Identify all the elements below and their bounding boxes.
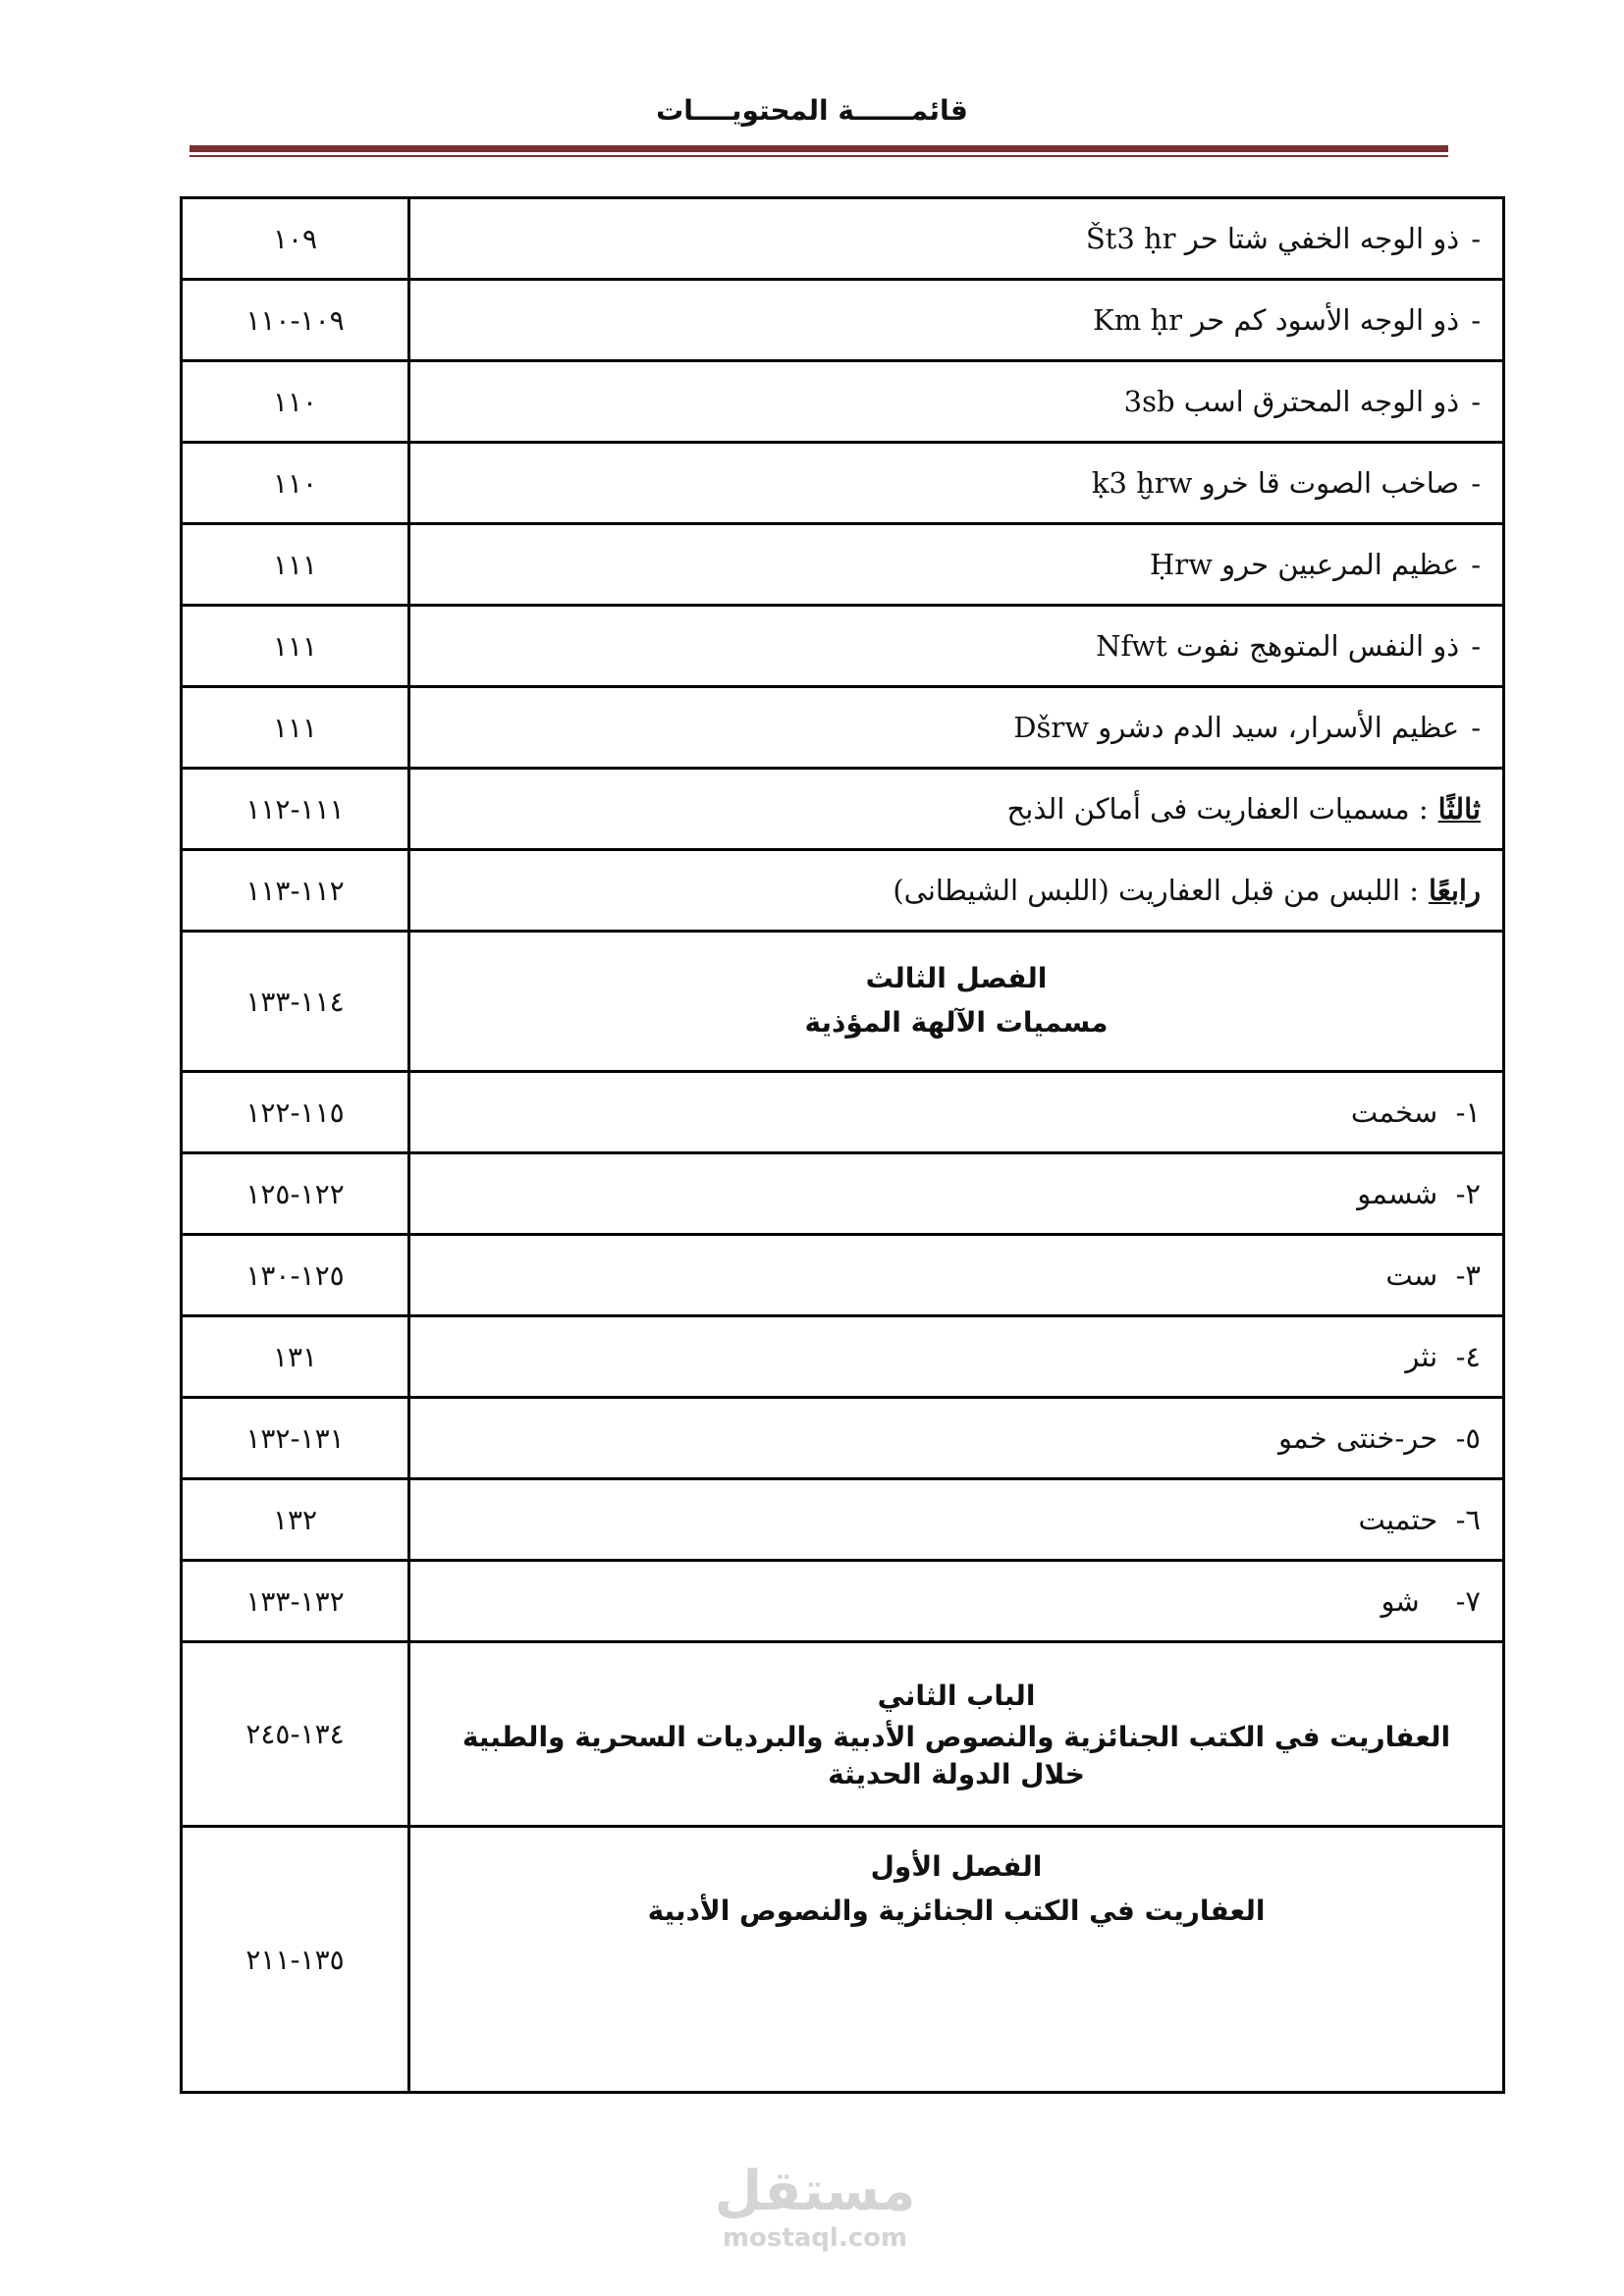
toc-entry-page: ١١١ [183,607,410,685]
toc-entry-title: -ذو الوجه الخفي شتا حر Št3 ḥr [1085,222,1481,255]
page-title: قائمــــــة المحتويــــات [656,94,968,127]
toc-entry-title: ١- سخمت [1350,1095,1481,1129]
toc-entry-page: ١١١-١١٢ [183,770,410,848]
toc-row [183,688,1502,770]
toc-entry-title: -عظيم المرعبين حرو Ḥrw [1149,548,1481,581]
toc-entry-page: ١٣٥-٢١١ [183,1828,410,2091]
toc-entry-title: ٥- حر-خنتى خمو [1277,1421,1481,1455]
toc-row [183,1399,1502,1480]
toc-row [183,1236,1502,1317]
toc-row [183,1828,1502,2091]
toc-row [183,607,1502,688]
toc-row [183,1562,1502,1643]
table-of-contents [180,196,1505,2094]
toc-entry-title: ثالثًا: مسميات العفاريت فى أماكن الذبح [1006,792,1481,826]
toc-entry-title: -صاخب الصوت قا خرو ḳ3 ḫrw [1091,466,1481,500]
toc-entry-page: ١١٥-١٢٢ [183,1073,410,1151]
header-divider-thin [189,155,1448,157]
toc-entry-page: ١٠٩ [183,199,410,278]
toc-entry-page: ١١٤-١٣٣ [183,933,410,1070]
toc-entry-title: -عظيم الأسرار، سيد الدم دشرو Dšrw [1013,711,1481,744]
toc-entry-page: ١٢٥-١٣٠ [183,1236,410,1314]
toc-entry-page: ١٣١-١٣٢ [183,1399,410,1477]
toc-row [183,444,1502,525]
toc-entry-title: ٢- شسمو [1357,1177,1481,1210]
toc-entry-page: ١١٠ [183,444,410,522]
toc-row [183,770,1502,851]
toc-entry-page: ١٣١ [183,1317,410,1396]
toc-entry-title: -ذو الوجه الأسود كم حر Km ḥr [1093,303,1481,337]
toc-part-heading: الباب الثاني العفاريت في الكتب الجنائزية والنصوص الأدبية والبرديات السحرية والطبية خلال الدولة الحديثة [461,1680,1451,1790]
toc-row [183,281,1502,362]
toc-row [183,851,1502,933]
toc-entry-page: ١٣٢ [183,1480,410,1559]
watermark [687,2160,943,2253]
toc-chapter-heading: الفصل الأول العفاريت في الكتب الجنائزية والنصوص الأدبية [647,1850,1266,1927]
toc-chapter-heading: الفصل الثالث مسميات الآلهة المؤذية [804,962,1109,1039]
toc-entry-title: -ذو الوجه المحترق اسب 3sb [1123,385,1481,418]
toc-entry-title: ٧- شو [1380,1584,1481,1618]
header-divider [189,145,1448,152]
toc-row [183,525,1502,607]
toc-row [183,1073,1502,1154]
toc-row [183,1480,1502,1562]
watermark-logo: مستقل [714,2160,916,2223]
toc-entry-title: ٣- ست [1385,1258,1481,1292]
toc-entry-page: ١١١ [183,525,410,604]
toc-entry-page: ١٠٩-١١٠ [183,281,410,359]
toc-row [183,1317,1502,1399]
toc-entry-page: ١٢٢-١٢٥ [183,1154,410,1233]
toc-row [183,1154,1502,1236]
toc-row [183,933,1502,1073]
toc-entry-title: رابعًا: اللبس من قبل العفاريت (اللبس الشيطانى) [893,874,1481,907]
toc-row [183,1643,1502,1828]
toc-entry-page: ١١٠ [183,362,410,441]
toc-entry-page: ١٣٢-١٣٣ [183,1562,410,1640]
watermark-url: mostaql.com [722,2223,908,2253]
toc-entry-page: ١١٢-١١٣ [183,851,410,930]
toc-entry-page: ١٣٤-٢٤٥ [183,1643,410,1825]
toc-entry-title: -ذو النفس المتوهج نفوت Nfwt [1096,629,1481,663]
toc-entry-title: ٤- نثر [1405,1340,1481,1373]
toc-row [183,362,1502,444]
toc-row [183,199,1502,281]
toc-entry-title: ٦- حتميت [1358,1503,1481,1536]
toc-entry-page: ١١١ [183,688,410,767]
